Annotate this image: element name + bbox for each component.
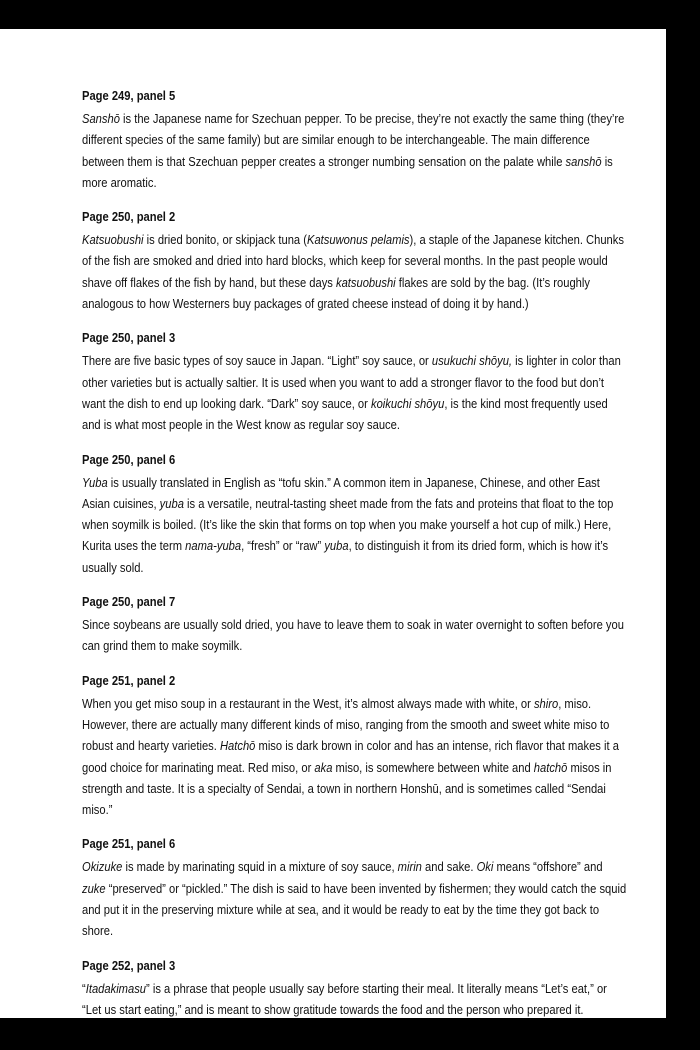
italic-term: Okizuke <box>82 859 123 875</box>
note-block <box>82 328 628 435</box>
italic-term: Oki <box>476 859 494 875</box>
text-run: is more aromatic. <box>82 153 613 190</box>
text-run: misos in strength and taste. It is a specialty of Sendai, a town in northern Honshū, and is sometimes called “Sendai miso.” <box>82 759 612 818</box>
italic-term: mirin <box>397 859 422 875</box>
note-heading: Page 250, panel 6 <box>82 451 176 467</box>
italic-term: yuba <box>159 495 184 511</box>
italic-term: nama-yuba <box>185 538 242 554</box>
note-body <box>82 856 628 941</box>
italic-term: Itadakimasu <box>85 980 147 996</box>
italic-term: yuba <box>324 538 349 554</box>
text-run: flakes are sold by the bag. (It’s roughly analogous to how Westerners buy packages of grated cheese instead of doing it by hand.) <box>82 274 590 312</box>
italic-term: Yuba <box>82 474 108 490</box>
scan-border <box>0 1018 700 1050</box>
note-heading: Page 251, panel 6 <box>82 836 176 852</box>
note-body <box>82 978 628 1021</box>
text-run: is usually translated in English as “tofu skin.” A common item in Japanese, Chinese, and other East Asian cuisines, <box>82 474 600 511</box>
text-run: , miso. However, there are actually many different kinds of miso, ranging from the smooth and sweet white miso to robust and hearty varieties. <box>82 695 610 754</box>
italic-term: koikuchi shōyu <box>370 395 445 411</box>
text-run: , is the kind most frequently used and is what most people in the West know as regular soy sauce. <box>82 395 608 433</box>
note-heading: Page 251, panel 2 <box>82 672 176 688</box>
note-body <box>82 229 628 314</box>
italic-term: katsuobushi <box>335 274 396 290</box>
note-heading: Page 250, panel 3 <box>82 330 176 346</box>
text-run: When you get miso soup in a restaurant in the West, it’s almost always made with white, or <box>82 695 534 711</box>
text-run: miso, is somewhere between white and <box>332 759 534 775</box>
text-run: is made by marinating squid in a mixture of soy sauce, <box>122 859 398 875</box>
italic-term: Katsuobushi <box>82 232 144 248</box>
note-body <box>82 472 628 578</box>
note-block <box>82 671 628 821</box>
italic-term: zuke <box>82 880 106 896</box>
note-block <box>82 592 628 657</box>
italic-term: aka <box>314 759 333 775</box>
note-body <box>82 108 628 193</box>
note-body <box>82 614 628 657</box>
italic-term: hatchō <box>533 759 568 775</box>
note-body <box>82 350 628 435</box>
note-block <box>82 207 628 314</box>
note-heading: Page 250, panel 7 <box>82 594 176 610</box>
text-run: “preserved” or “pickled.” The dish is said to have been invented by fishermen; they would catch the squid and put it in the preserving mixture while at sea, and it would be ready to eat by the time they got back to shore. <box>82 880 627 939</box>
italic-term: Katsuwonus pelamis <box>306 232 410 248</box>
text-run: , to distinguish it from its dried form, which is how it’s usually sold. <box>82 538 609 575</box>
italic-term: usukuchi shōyu, <box>431 353 513 369</box>
note-block <box>82 450 628 578</box>
translation-notes <box>82 86 628 1034</box>
document-page <box>0 29 666 1018</box>
text-run: ” is a phrase that people usually say before starting their meal. It literally means “Let’s eat,” or “Let us start eating,” and is meant to show gratitude towards the food and the person who prepared it. <box>82 980 607 1017</box>
note-block <box>82 834 628 941</box>
text-run: is lighter in color than other varieties but is actually saltier. It is used when you want to add a stronger flavor to the food but don’t want the dish to end up looking dark. “Dark” soy sauce, or <box>82 353 621 411</box>
note-block <box>82 86 628 193</box>
text-run: is the Japanese name for Szechuan pepper. To be precise, they’re not exactly the same thing (they’re different species of the same family) but are similar enough to be interchangeable. The main difference between them is that Szechuan pepper creates a stronger numbing sensation on the palate while <box>82 111 625 169</box>
italic-term: sanshō <box>565 153 602 169</box>
note-heading: Page 249, panel 5 <box>82 88 176 103</box>
text-run: Since soybeans are usually sold dried, you have to leave them to soak in water overnight to soften before you can grind them to make soymilk. <box>82 617 624 654</box>
text-run: miso is dark brown in color and has an intense, rich flavor that makes it a good choice for marinating meat. Red miso, or <box>82 738 619 775</box>
text-run: is a versatile, neutral-tasting sheet made from the fats and proteins that float to the top when soymilk is boiled. (It’s like the skin that forms on top when you make yourself a hot cup of milk.) Here, Kurita uses the term <box>82 495 614 554</box>
text-run: means “offshore” and <box>493 859 603 875</box>
note-body <box>82 693 628 821</box>
note-heading: Page 252, panel 3 <box>82 957 176 973</box>
text-run: “ <box>82 980 86 996</box>
text-run: and sake. <box>421 859 477 875</box>
italic-term: Hatchō <box>219 738 256 754</box>
text-run: , “fresh” or “raw” <box>241 538 325 554</box>
text-run: There are five basic types of soy sauce in Japan. “Light” soy sauce, or <box>82 353 432 369</box>
note-block <box>82 956 628 1021</box>
text-run: is dried bonito, or skipjack tuna ( <box>143 232 307 248</box>
note-heading: Page 250, panel 2 <box>82 209 176 225</box>
italic-term: Sanshō <box>82 111 120 126</box>
text-run: ), a staple of the Japanese kitchen. Chunks of the fish are smoked and dried into hard blocks, which keep for several months. In the past people would shave off flakes of the fish by hand, but these days <box>82 232 624 290</box>
italic-term: shiro <box>533 695 559 711</box>
